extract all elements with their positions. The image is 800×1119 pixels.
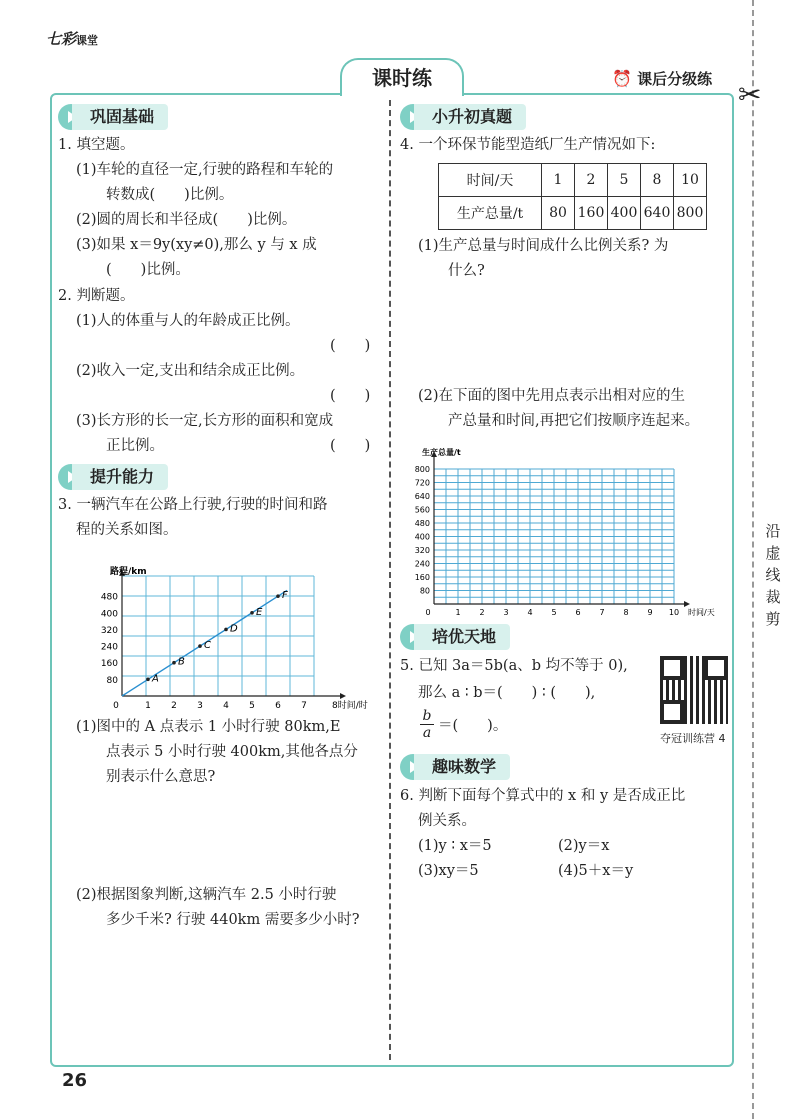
table-cell: 640 [641,197,674,230]
y-tick-label: 320 [100,625,118,636]
point-label-a: A [152,673,159,685]
q6-line2: 例关系。 [418,813,476,829]
q2-2: (2)收入一定,支出和结余成正比例。 [76,363,305,379]
table-cell: 80 [542,197,575,230]
q4-title: 4. 一个环保节能型造纸厂生产情况如下: [400,137,656,153]
q1-2: (2)圆的周长和半径成( )比例。 [76,212,297,228]
q6-2: (2)y＝x [558,838,610,854]
y-axis-label: 生产总量/t [422,448,461,457]
q2-title: 2. 判断题。 [58,288,135,304]
q4-2-line2: 产总量和时间,再把它们按顺序连起来。 [448,413,700,429]
y-tick-label: 240 [414,559,430,569]
brand-logo: 七彩课堂 [46,30,99,48]
data-point-f [276,594,280,598]
x-axis-label: 8时间/时 [332,701,368,711]
x-tick-label: 6 [275,701,281,711]
y-tick-label: 640 [414,492,430,501]
y-tick-label: 80 [419,586,430,596]
q1-1-line2: 转数成( )比例。 [106,187,234,203]
point-label-b: B [178,656,185,668]
page-number: 26 [62,1070,88,1091]
page-title: 课时练 [340,58,464,96]
x-tick-label: 0 [113,701,119,711]
q3-line2: 程的关系如图。 [76,522,178,538]
q3-2-line2: 多少千米? 行驶 440km 需要多少小时? [106,912,360,928]
y-tick-label: 720 [414,478,430,488]
q2-1: (1)人的体重与人的年龄成正比例。 [76,313,300,329]
table-cell: 800 [674,197,707,230]
x-tick-label: 7 [301,701,307,711]
y-axis-label: 路程/km [110,566,147,577]
qr-code[interactable] [660,656,728,724]
data-point-d [224,628,228,632]
q5-line1: 5. 已知 3a＝5b(a、b 均不等于 0), [400,658,628,674]
cut-instruction: 沿 虚 线 裁 剪 [765,522,781,628]
production-table [438,163,707,230]
x-tick-label: 5 [249,701,255,711]
y-tick-label: 480 [100,592,118,603]
q6-4: (4)5＋x＝y [558,863,634,879]
x-tick-label: 0 [425,608,431,617]
alarm-clock-icon: ⏰ [612,69,632,88]
q3-2-line1: (2)根据图象判断,这辆汽车 2.5 小时行驶 [76,887,337,903]
x-tick-label: 4 [527,608,533,617]
table-cell: 5 [608,164,641,197]
x-tick-label: 3 [197,701,203,711]
x-tick-label: 1 [455,608,461,617]
y-tick-label: 800 [414,465,430,474]
table-cell: 160 [575,197,608,230]
x-tick-label: 2 [171,701,177,711]
point-label-f: F [282,590,288,602]
column-divider [389,100,391,1060]
x-tick-label: 4 [223,701,229,711]
q3-1-line2: 点表示 5 小时行驶 400km,其他各点分 [106,744,358,760]
y-tick-label: 80 [106,675,118,686]
y-tick-label: 320 [414,546,430,555]
distance-time-chart [88,542,368,712]
x-tick-label: 10 [668,608,680,617]
x-axis-arrow [340,693,346,699]
table-cell: 2 [575,164,608,197]
point-label-c: C [204,640,211,652]
point-label-e: E [256,606,263,618]
x-tick-label: 2 [479,608,485,617]
q4-2-line1: (2)在下面的图中先用点表示出相对应的生 [418,388,686,404]
q5-line2: 那么 a ∶ b＝( ) ∶ ( ), [418,685,596,701]
data-point-c [198,644,202,648]
table-header: 生产总量/t [439,197,542,230]
x-tick-label: 5 [551,608,557,617]
q1-3-line2: ( )比例。 [106,262,190,278]
q3-line1: 3. 一辆汽车在公路上行驶,行驶的时间和路 [58,497,328,513]
table-cell: 10 [674,164,707,197]
q6-line1: 6. 判断下面每个算式中的 x 和 y 是否成正比 [400,788,686,804]
data-point-b [172,661,176,665]
q5-line3: ＝( )。 [438,718,508,734]
q6-3: (3)xy＝5 [418,863,479,879]
point-label-d: D [230,623,238,635]
y-tick-label: 400 [100,609,118,620]
level-label: ⏰ 课后分级练 [612,69,713,88]
q3-1-line3: 别表示什么意思? [106,769,216,785]
y-tick-label: 160 [414,573,430,582]
x-axis-label: 时间/天 [688,608,715,617]
y-tick-label: 480 [414,519,430,528]
x-tick-label: 7 [599,608,605,617]
q2-3-answer-paren: ( ) [330,438,371,454]
q1-3-line1: (3)如果 x＝9y(xy≠0),那么 y 与 x 成 [76,237,317,253]
q2-3-line2: 正比例。 [106,438,164,454]
q2-3-line1: (3)长方形的长一定,长方形的面积和宽成 [76,413,334,429]
x-tick-label: 3 [503,608,509,617]
scissors-icon: ✂ [738,78,762,111]
q1-title: 1. 填空题。 [58,137,135,153]
q5-fraction: b a [420,708,434,741]
table-cell: 8 [641,164,674,197]
x-tick-label: 1 [145,701,151,711]
q2-2-answer-paren: ( ) [330,388,371,404]
table-cell: 1 [542,164,575,197]
y-tick-label: 400 [414,532,430,542]
x-axis-arrow [684,601,690,607]
q1-1-line1: (1)车轮的直径一定,行驶的路程和车轮的 [76,162,334,178]
table-header: 时间/天 [439,164,542,197]
y-tick-label: 240 [100,642,118,653]
x-tick-label: 6 [575,608,581,617]
x-tick-label: 9 [647,608,653,617]
q4-1-line2: 什么? [448,263,485,279]
q2-1-answer-paren: ( ) [330,338,371,354]
qr-caption: 夺冠训练营 4 [660,732,726,745]
production-grid-chart [406,436,718,616]
cut-line [752,0,754,1119]
y-tick-label: 160 [100,659,118,670]
data-point-a [146,678,150,682]
q3-1-line1: (1)图中的 A 点表示 1 小时行驶 80km,E [76,719,341,735]
y-tick-label: 560 [414,505,430,515]
q4-1-line1: (1)生产总量与时间成什么比例关系? 为 [418,238,669,254]
x-tick-label: 8 [623,608,629,617]
data-point-e [250,611,254,615]
table-cell: 400 [608,197,641,230]
q6-1: (1)y ∶ x＝5 [418,838,492,854]
